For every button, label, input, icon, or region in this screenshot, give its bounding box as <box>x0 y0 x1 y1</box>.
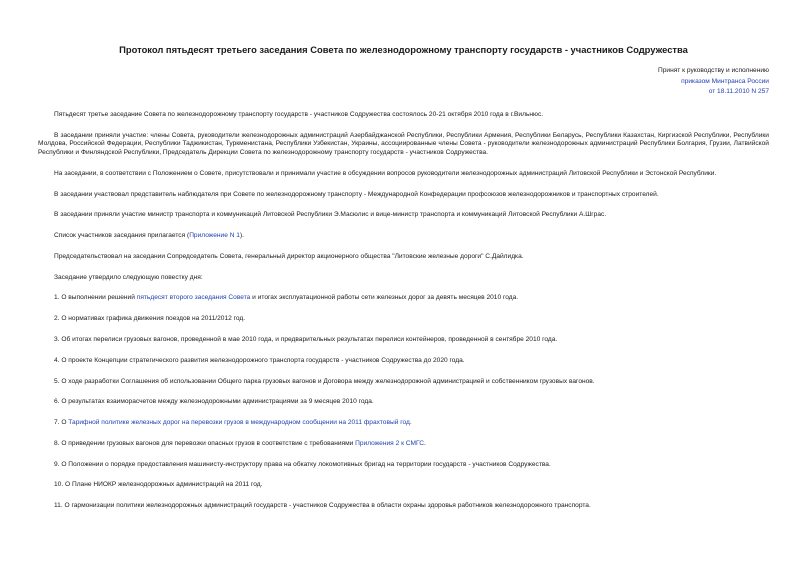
acceptance-line-1: Принят к руководству и исполнению <box>657 67 769 74</box>
agenda-item-3: 3. Об итогах перелиси грузовых вагонов, проведенной в мае 2010 года, и предварительных результатах перелиси контейнеров, проведенной в сентябре 2010 года. <box>54 336 558 343</box>
document-body <box>38 111 769 523</box>
agenda-item-11: 11. О гармонизации политики железнодорожных администраций государств - участников Содружества в области охраны здоровья работников железнодорожного транспорта. <box>54 502 591 510</box>
agenda-item-1 <box>38 294 769 303</box>
agenda-item-4: 4. О проекте Концепции стратегического развития железнодорожного транспорта государств - участников Содружества до 2020 года. <box>54 356 465 364</box>
paragraph-attendees: На заседании, в соответствии с Положением о Совете, присутствовали и принимали участие в обсуждении вопросов руководители железнодорожных администраций Литовской Республики и Эстонской Республики. <box>54 169 717 177</box>
text-span: 8. О приведении грузовых вагонов для перевозки опасных грузов в соответствие с требованиями <box>54 439 356 447</box>
agenda-item-6: 6. О результатах взаиморасчетов между железнодорожными администрациями за 9 месяцев 2010 года. <box>54 398 374 406</box>
appendix-1-link[interactable]: Приложение N 1 <box>189 232 240 240</box>
text-span: . <box>424 439 426 447</box>
paragraph-participants-list <box>38 232 769 241</box>
agenda-item-9: 9. О Положении о порядке предоставления машинисту-инструктору права на обкатку локомотивных бригад на территории государств - участников Содружества. <box>54 460 551 468</box>
paragraph-observer: В заседании участвовал представитель наблюдателя при Совете по железнодорожному транспорту - Международной Конфедерации профсоюзов железнодорожников и транспортных строителей. <box>54 190 659 198</box>
text-span: 1. О выполнении решений <box>54 294 137 302</box>
agenda-item-2: 2. О нормативах графика движения поездов на 2011/2012 год. <box>54 315 246 323</box>
paragraph-meeting-info: Пятьдесят третье заседание Совета по железнодорожному транспорту государств - участников Содружества состоялось 20-21 октября 2010 года в г.Вильнюс. <box>54 111 544 118</box>
agenda-item-7 <box>38 419 769 428</box>
order-date-link[interactable]: от 18.11.2010 N 257 <box>708 88 769 95</box>
acceptance-note <box>658 66 769 98</box>
text-span: и итогах эксплуатационной работы сети железных дорог за девять месяцев 2010 года. <box>250 294 519 302</box>
text-span: ). <box>239 232 244 240</box>
agenda-item-5: 5. О ходе разработки Соглашения об использовании Общего парка грузовых вагонов и Договора между железнодорожной администрацией и собственником грузовых вагонов. <box>54 377 595 385</box>
text-span: Список участников заседания прилагается ( <box>54 232 190 240</box>
agenda-item-10: 10. О Плане НИОКР железнодорожных администраций на 2011 год. <box>54 481 263 489</box>
order-link[interactable]: приказом Минтранса России <box>681 77 769 85</box>
paragraph-participants: В заседании приняли участие: члены Совета, руководители железнодорожных администраций Азербайджанской Республики, Республики Армения, Республики Беларусь, Республики Казахстан, Киргизской Республики, Республики Молдова, Российской Федерации, Республики Таджикистан, Туркменистана, Республики Узбекистан, Украины, ассоциированные члены Совета - руководители железнодорожных администраций Республики Болгария, Грузии, Латвийской Республики и Финляндской Республики, Председатель Дирекции Совета по железнодорожному транспорту государств - участников Содружества. <box>38 131 769 156</box>
tariff-policy-link[interactable]: Тарифной политике железных дорог на перевозки грузов в международном сообщении на 2011 фрахтовый год <box>68 419 410 427</box>
text-span: 7. О <box>54 419 69 427</box>
smgs-appendix-link[interactable]: Приложения 2 к СМГС <box>355 439 425 447</box>
agenda-item-8 <box>38 440 769 449</box>
document-title: Протокол пятьдесят третьего заседания Совета по железнодорожному транспорту государств - участников Содружества <box>119 44 688 55</box>
paragraph-chair: Председательствовал на заседании Сопредседатель Совета, генеральный директор акционерного общества "Литовские железные дороги" С.Дайлидка. <box>54 252 524 260</box>
previous-meeting-link[interactable]: пятьдесят второго заседания Совета <box>136 294 251 302</box>
paragraph-agenda-intro: Заседание утвердило следующую повестку дня: <box>54 273 203 281</box>
text-span: . <box>409 419 412 427</box>
paragraph-ministers: В заседании приняли участие министр транспорта и коммуникаций Литовской Республики Э.Масюлис и вице-министр транспорта и коммуникаций Литовской Республики А.Шграс. <box>54 211 607 219</box>
